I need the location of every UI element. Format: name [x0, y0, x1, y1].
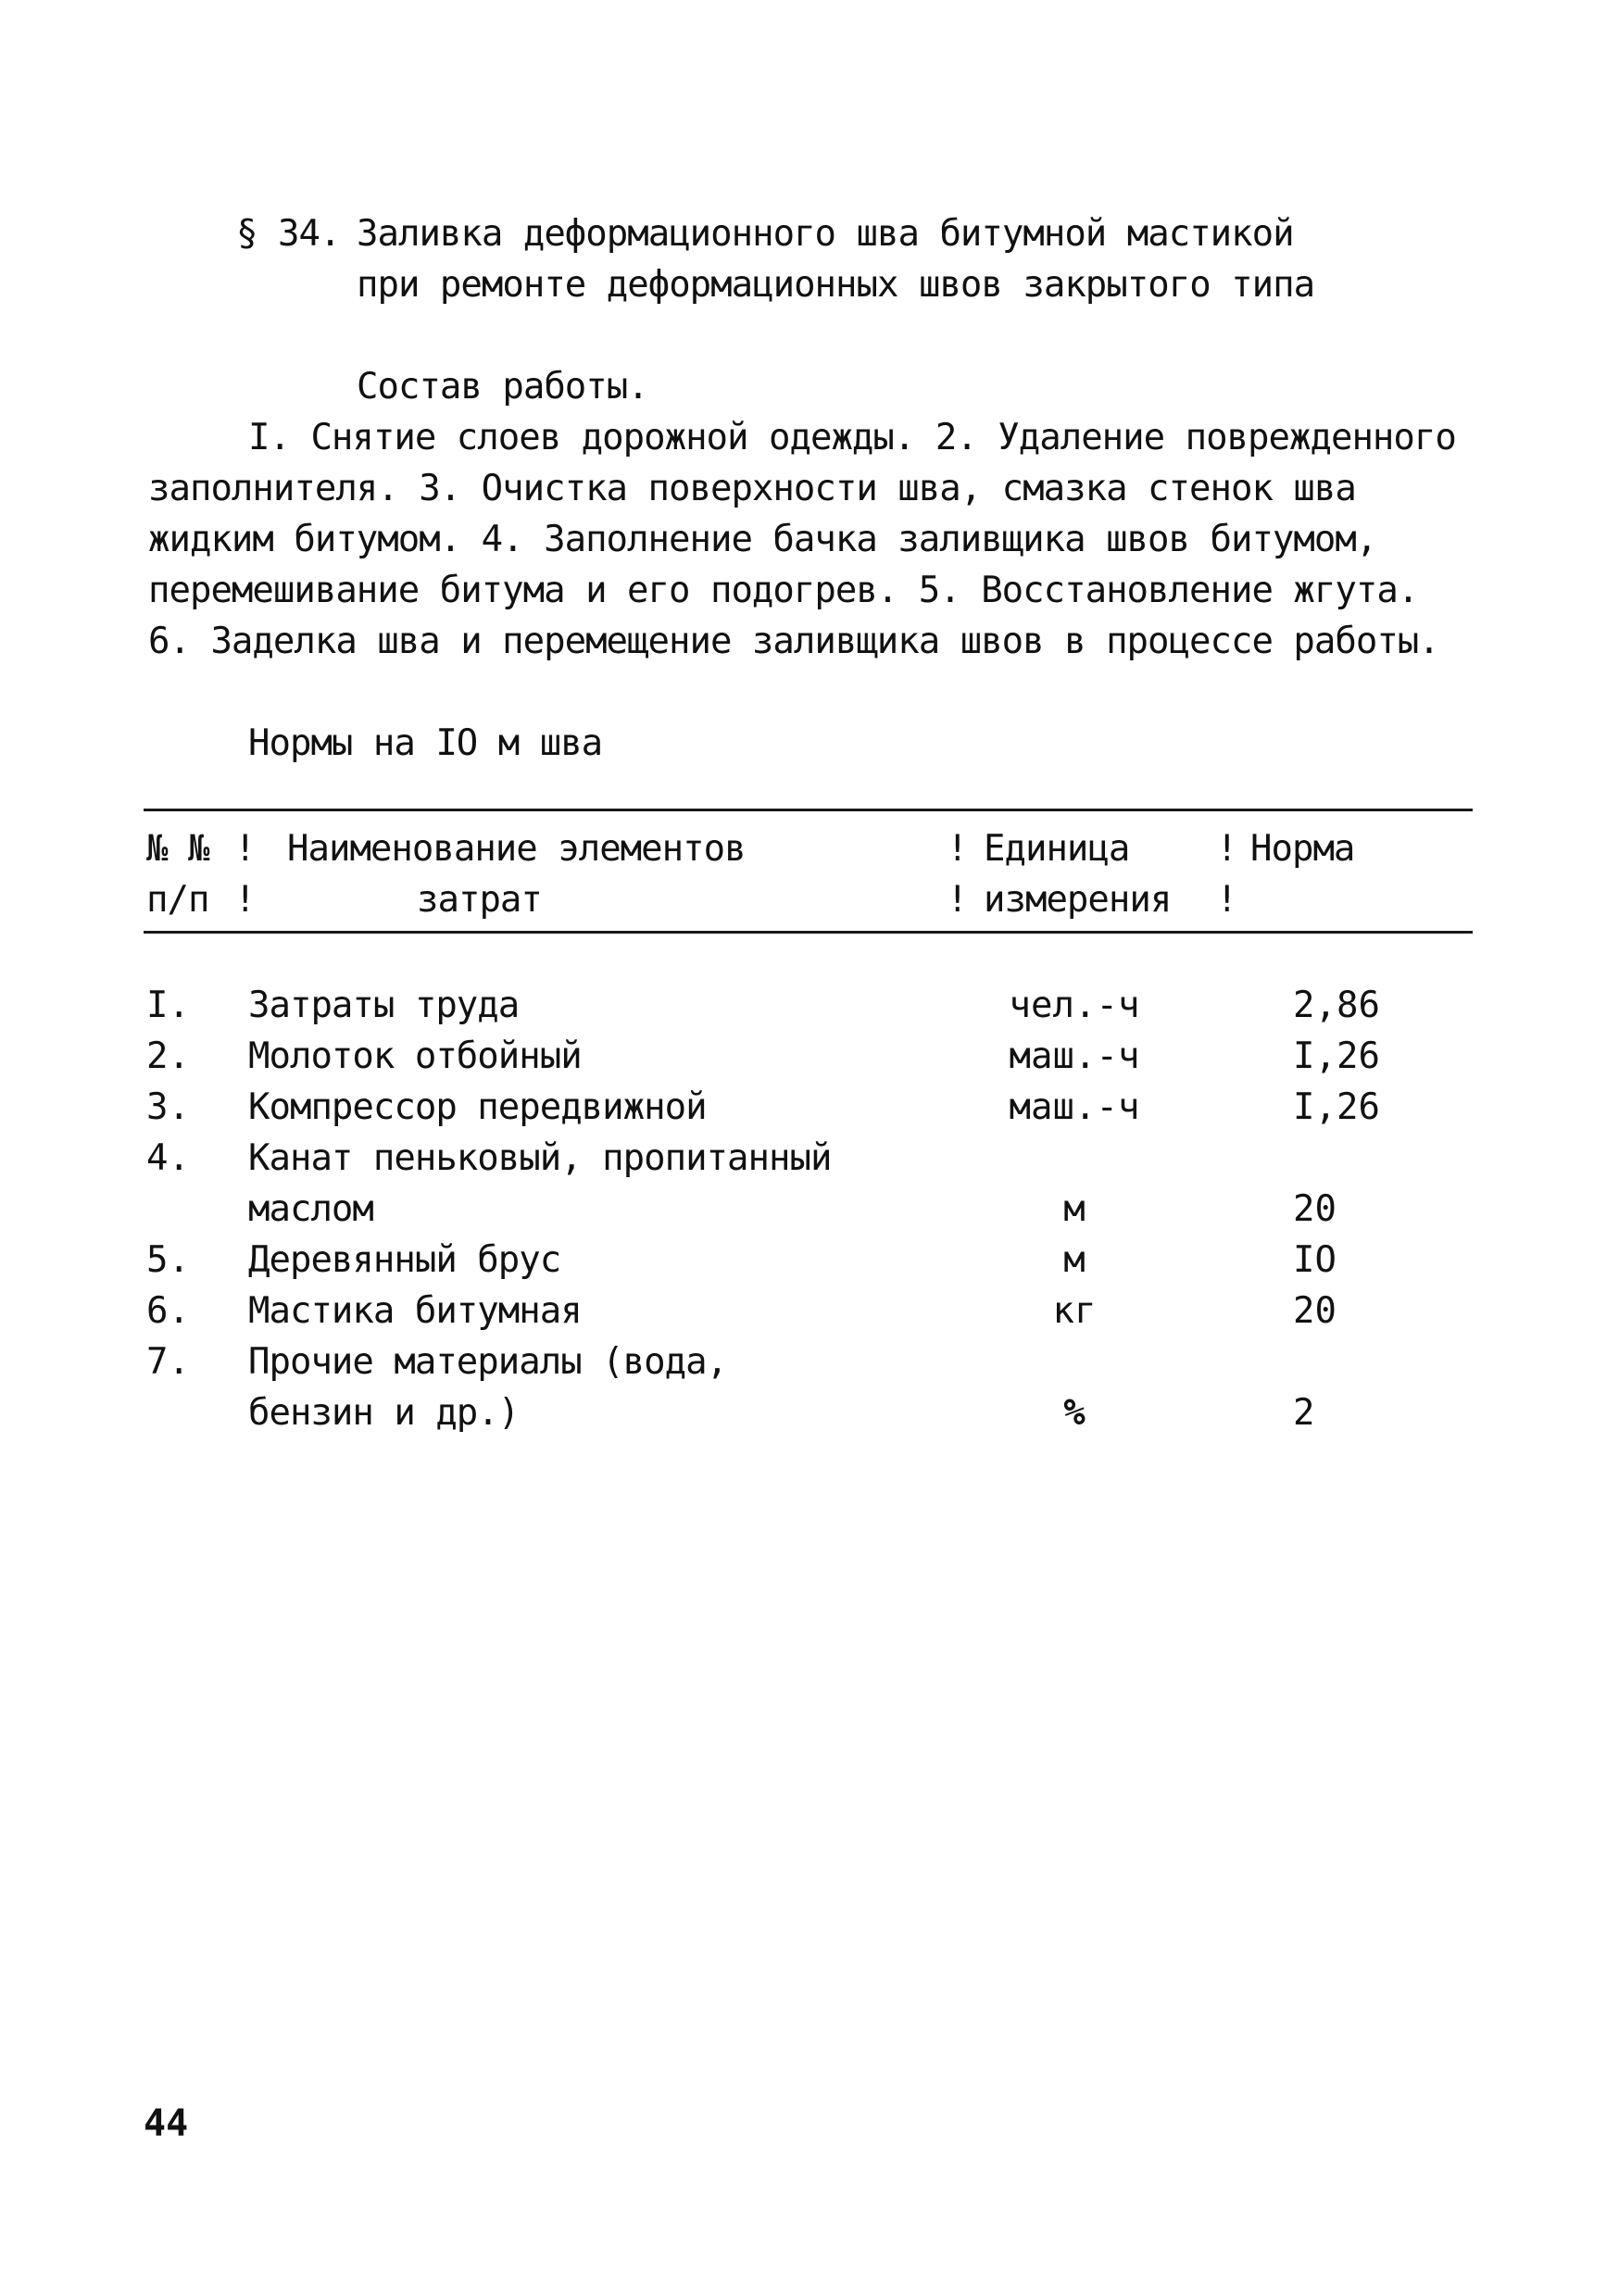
header-num-line-1: № №: [146, 828, 209, 870]
section-number: § 34.: [236, 213, 341, 255]
row-4-number: 4.: [146, 1137, 190, 1179]
row-7-name-line-2: бензин и др.): [248, 1392, 520, 1434]
composition-line-5: 6. Заделка шва и перемещение заливщика швов в процессе работы.: [148, 621, 1439, 662]
composition-heading: Состав работы.: [357, 366, 648, 408]
row-5-norm: IO: [1293, 1239, 1337, 1281]
row-3-norm: I,26: [1293, 1086, 1380, 1128]
row-2-name: Молоток отбойный: [248, 1035, 582, 1077]
section-title-line-2: при ремонте деформационных швов закрытого типа: [357, 264, 1315, 306]
row-1-name: Затраты труда: [248, 985, 520, 1026]
row-3-unit: маш.-ч: [1009, 1086, 1140, 1128]
row-4-name-line-2: маслом: [248, 1188, 373, 1230]
header-name-line-1: Наименование элементов: [287, 828, 746, 870]
table-header-rule: [144, 931, 1473, 934]
row-3-number: 3.: [146, 1086, 190, 1128]
norms-caption: Нормы на IO м шва: [248, 722, 603, 764]
composition-line-4: перемешивание битума и его подогрев. 5. Восстановление жгута.: [148, 570, 1419, 611]
row-6-norm: 20: [1293, 1290, 1337, 1332]
header-sep-2a: !: [947, 828, 968, 870]
page-number: 44: [144, 2102, 189, 2145]
row-7-name-line-1: Прочие материалы (вода,: [248, 1341, 728, 1383]
header-unit-line-1: Единица: [984, 828, 1130, 870]
composition-line-1: I. Снятие слоев дорожной одежды. 2. Удаление поврежденного: [248, 417, 1456, 458]
header-sep-1a: !: [234, 828, 256, 870]
row-5-name: Деревянный брус: [248, 1239, 561, 1281]
row-7-unit: %: [1063, 1392, 1086, 1434]
row-2-norm: I,26: [1293, 1035, 1380, 1077]
header-unit-line-2: измерения: [984, 879, 1172, 921]
row-3-name: Компрессор передвижной: [248, 1086, 707, 1128]
composition-line-2: заполнителя. 3. Очистка поверхности шва, смазка стенок шва: [148, 468, 1356, 509]
row-4-name-line-1: Канат пеньковый, пропитанный: [248, 1137, 832, 1179]
header-num-line-2: п/п: [146, 879, 209, 921]
header-name-line-2: затрат: [417, 879, 542, 921]
header-sep-2b: !: [947, 879, 968, 921]
row-1-norm: 2,86: [1293, 985, 1380, 1026]
row-4-unit: м: [1063, 1188, 1086, 1230]
row-1-number: I.: [146, 985, 190, 1026]
row-7-norm: 2: [1293, 1392, 1315, 1434]
header-sep-1b: !: [234, 879, 256, 921]
row-4-norm: 20: [1293, 1188, 1337, 1230]
row-5-number: 5.: [146, 1239, 190, 1281]
row-6-unit: кг: [1052, 1290, 1097, 1332]
header-norm: Норма: [1250, 828, 1355, 870]
row-2-unit: маш.-ч: [1009, 1035, 1140, 1077]
row-1-unit: чел.-ч: [1009, 985, 1140, 1026]
header-sep-3b: !: [1216, 879, 1237, 921]
section-title-line-1: Заливка деформационного шва битумной мастикой: [357, 213, 1294, 255]
composition-line-3: жидким битумом. 4. Заполнение бачка заливщика швов битумом,: [148, 519, 1377, 560]
row-6-name: Мастика битумная: [248, 1290, 582, 1332]
table-top-rule: [144, 809, 1473, 811]
header-sep-3a: !: [1216, 828, 1237, 870]
row-6-number: 6.: [146, 1290, 190, 1332]
row-7-number: 7.: [146, 1341, 190, 1383]
row-5-unit: м: [1063, 1239, 1086, 1281]
row-2-number: 2.: [146, 1035, 190, 1077]
